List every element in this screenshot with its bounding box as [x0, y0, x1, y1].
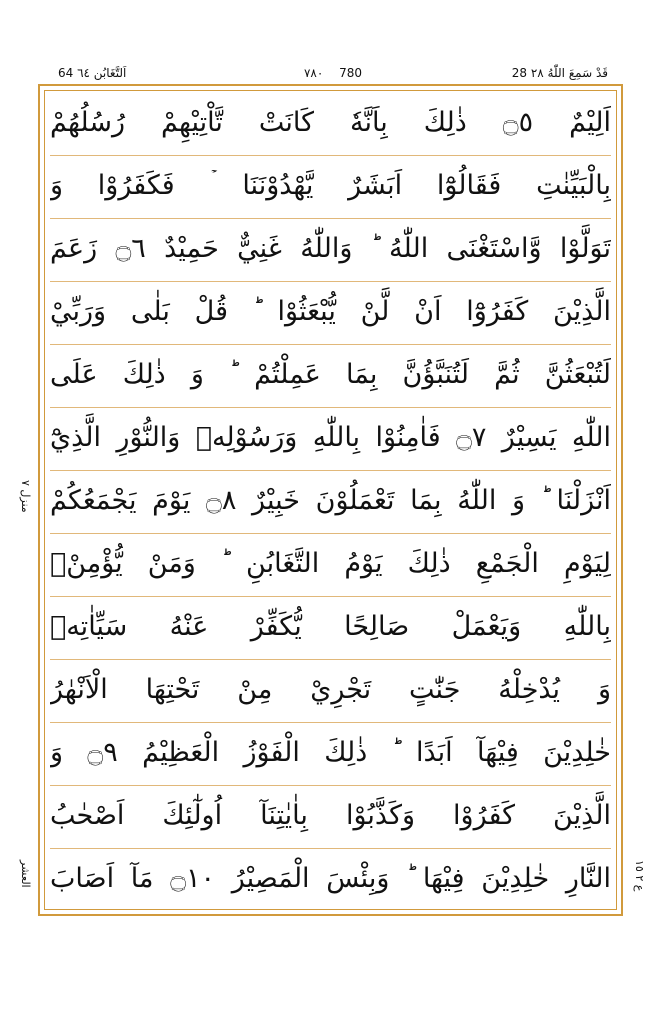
ashr-marker: العشر	[19, 860, 32, 888]
verse-line: الَّذِيْنَ كَفَرُوْٓا اَنْ لَّنْ يُّبْعَثُوْا ؕ قُلْ بَلٰى وَرَبِّيْ	[50, 296, 611, 327]
verse-line: وَ يُدْخِلْهُ جَنّٰتٍ تَجْرِيْ مِنْ تَحْتِهَا الْاَنْهٰرُ	[50, 674, 611, 705]
verse-line: بِالْبَيِّنٰتِ فَقَالُوْٓا اَبَشَرٌ يَّهْدُوْنَنَا ۡ فَكَفَرُوْا وَ	[50, 170, 611, 201]
verse-line: الَّذِيْنَ كَفَرُوْا وَكَذَّبُوْا بِاٰيٰتِنَآ اُولٰٓئِكَ اَصْحٰبُ	[50, 800, 611, 831]
page-number-urdu: ٧٨٠	[303, 66, 324, 80]
line-separator	[50, 722, 611, 723]
verse-line: لَتُبْعَثُنَّ ثُمَّ لَتُنَبَّؤُنَّ بِمَا عَمِلْتُمْ ؕ وَ ذٰلِكَ عَلَى	[50, 359, 611, 390]
manzil-marker: منزل ٧	[19, 480, 32, 513]
line-separator	[50, 785, 611, 786]
line-separator	[50, 344, 611, 345]
line-separator	[50, 218, 611, 219]
verse-line: لِيَوْمِ الْجَمْعِ ذٰلِكَ يَوْمُ التَّغَابُنِ ؕ وَمَنْ يُّؤْمِنْۢ	[50, 548, 611, 579]
line-separator	[50, 470, 611, 471]
surah-name-label: 64 اَلتَّغَابُن ٦٤	[58, 66, 127, 80]
line-separator	[50, 155, 611, 156]
ruku-marker: ع ٢ ١٥	[633, 860, 646, 892]
page-header	[58, 66, 608, 84]
line-separator	[50, 596, 611, 597]
line-separator	[50, 848, 611, 849]
juz-name-label: 28 قَدْ سَمِعَ اللّٰهُ ٢٨	[511, 66, 608, 80]
verse-line: بِاللّٰهِ وَيَعْمَلْ صَالِحًا يُّكَفِّرْ عَنْهُ سَيِّاٰتِهٖ	[50, 611, 611, 642]
line-separator	[50, 281, 611, 282]
verse-line: اللّٰهِ يَسِيْرٌ ۝٧ فَاٰمِنُوْا بِاللّٰهِ وَرَسُوْلِهٖ وَالنُّوْرِ الَّذِيْٓ	[50, 422, 611, 453]
verse-line: تَوَلَّوْا وَّاسْتَغْنَى اللّٰهُ ؕ وَاللّٰهُ غَنِيٌّ حَمِيْدٌ ۝٦ زَعَمَ	[50, 233, 611, 264]
line-separator	[50, 407, 611, 408]
verse-line: اَلِيْمٌ ۝٥ ذٰلِكَ بِاَنَّهٗ كَانَتْ تَّاْتِيْهِمْ رُسُلُهُمْ	[50, 107, 611, 138]
line-separator	[50, 533, 611, 534]
verse-line: النَّارِ خٰلِدِيْنَ فِيْهَا ؕ وَبِئْسَ الْمَصِيْرُ ۝١٠ مَآ اَصَابَ	[50, 863, 611, 894]
verse-line: خٰلِدِيْنَ فِيْهَآ اَبَدًا ؕ ذٰلِكَ الْفَوْزُ الْعَظِيْمُ ۝٩ وَ	[50, 737, 611, 768]
page-number-latin: 780	[339, 66, 363, 80]
line-separator	[50, 659, 611, 660]
verse-line: اَنْزَلْنَا ؕ وَ اللّٰهُ بِمَا تَعْمَلُوْنَ خَبِيْرٌ ۝٨ يَوْمَ يَجْمَعُكُمْ	[50, 485, 611, 516]
